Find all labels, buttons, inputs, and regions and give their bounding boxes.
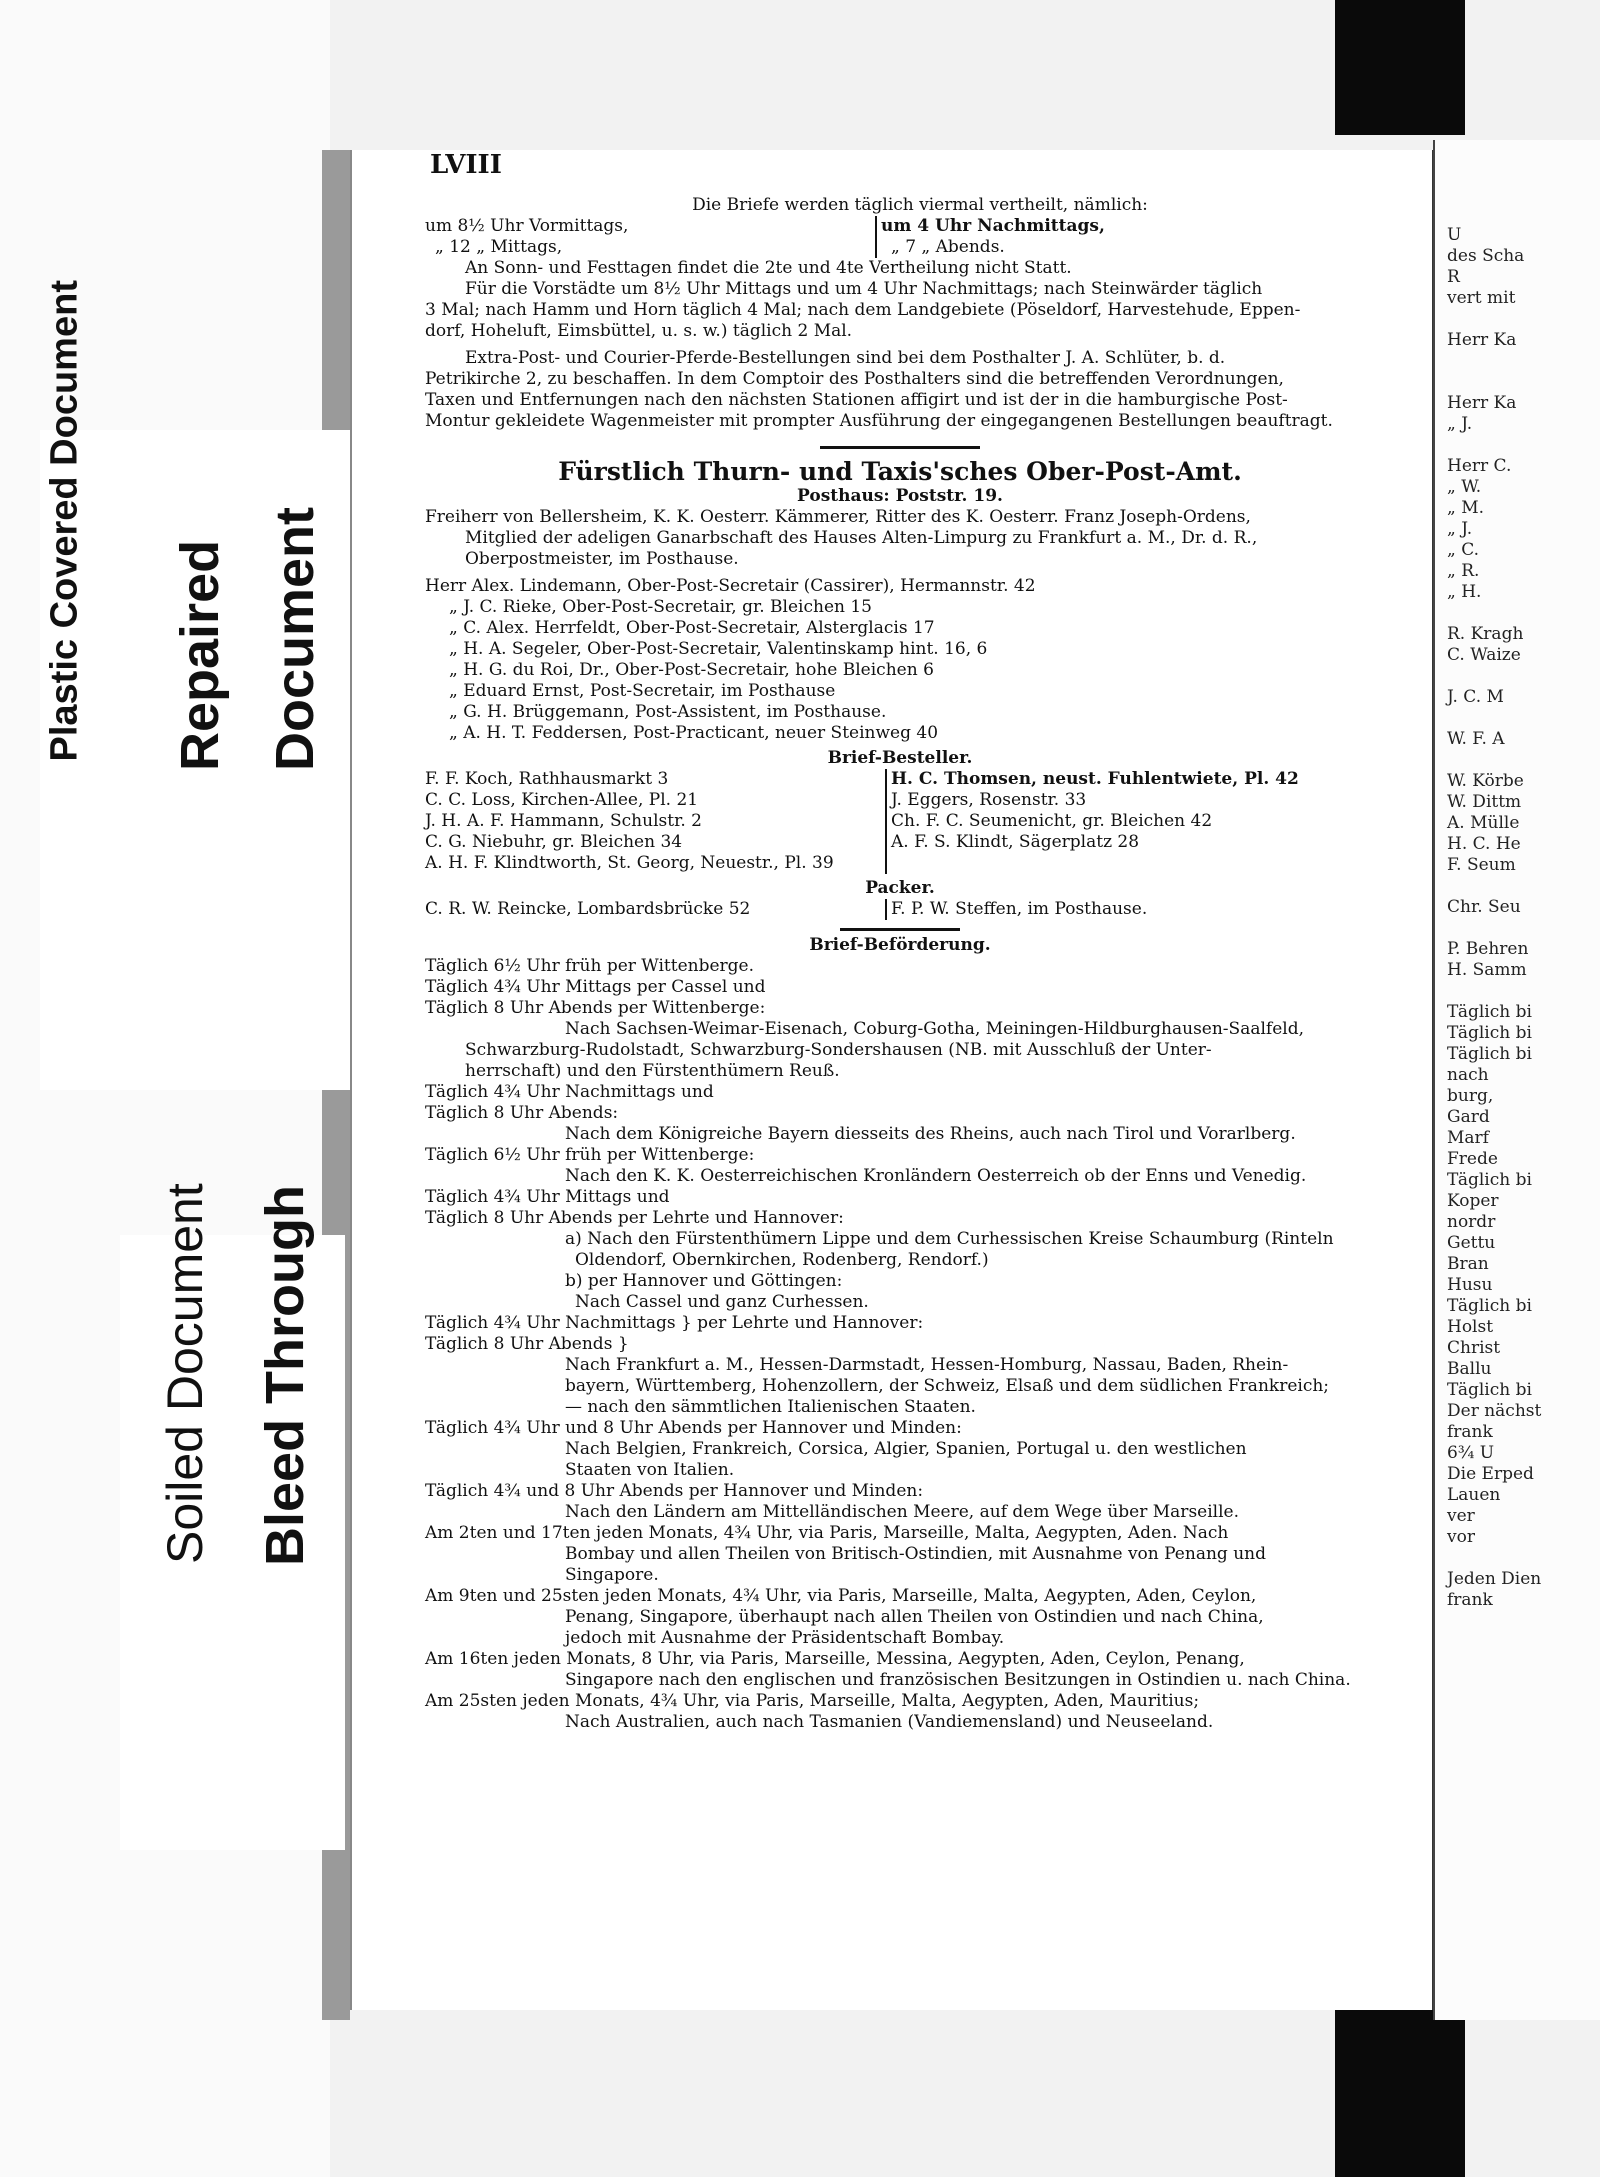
dispatch-line: Täglich 4¾ und 8 Uhr Abends per Hannover und Minden: (425, 1481, 924, 1501)
next-page-fragment: Täglich bi (1447, 1023, 1532, 1043)
next-page-fragment: Herr Ka (1447, 393, 1517, 413)
next-page-fragment: Täglich bi (1447, 1002, 1532, 1022)
carrier-left: F. F. Koch, Rathhausmarkt 3 (425, 769, 669, 789)
dispatch-line: bayern, Württemberg, Hohenzollern, der Schweiz, Elsaß und dem südlichen Frankreich; (565, 1376, 1330, 1396)
next-page-fragment: Der nächst (1447, 1401, 1542, 1421)
divider (840, 928, 960, 931)
next-page-fragment: „ J. (1447, 519, 1473, 539)
office-title: Fürstlich Thurn- und Taxis'sches Ober-Post-Amt. (558, 457, 1242, 486)
next-page-fragment: W. Körbe (1447, 771, 1524, 791)
next-page-fragment (1447, 918, 1600, 939)
next-page-fragment: ver (1447, 1506, 1475, 1526)
next-page-fragment: Täglich bi (1447, 1044, 1532, 1064)
carrier-left: A. H. F. Klindtworth, St. Georg, Neuestr., Pl. 39 (425, 853, 834, 873)
next-page-fragment: R. Kragh (1447, 624, 1524, 644)
dispatch-list (425, 956, 1375, 1733)
dispatch-line: Nach Belgien, Frankreich, Corsica, Algier, Spanien, Portugal u. den westlichen (565, 1439, 1247, 1459)
next-page-fragment: Gard (1447, 1107, 1490, 1127)
dispatch-line: Täglich 6½ Uhr früh per Wittenberge: (425, 1145, 755, 1165)
intro-line: Für die Vorstädte um 8½ Uhr Mittags und um 4 Uhr Nachmittags; nach Steinwärder täglich (465, 279, 1263, 299)
label-card-soiled-bleed: Soiled Document Bleed Through (120, 1235, 345, 1850)
dispatch-line: Staaten von Italien. (565, 1460, 735, 1480)
office-head-line: Freiherr von Bellersheim, K. K. Oesterr. Kämmerer, Ritter des K. Oesterr. Franz Joseph-Ordens, (425, 507, 1251, 527)
divider (820, 446, 980, 449)
next-page-fragment: W. F. A (1447, 729, 1505, 749)
next-page-fragment: H. Samm (1447, 960, 1527, 980)
intro-line: um 4 Uhr Nachmittags, (881, 216, 1105, 236)
intro-line: Montur gekleidete Wagenmeister mit prompter Ausführung der eingegangenen Bestellungen beauftragt. (425, 411, 1333, 431)
staff-line: „ Eduard Ernst, Post-Secretair, im Posthause (449, 681, 836, 701)
next-page-fragment: vor (1447, 1527, 1475, 1547)
next-page-fragment: Herr Ka (1447, 330, 1517, 350)
staff-line: „ J. C. Rieke, Ober-Post-Secretair, gr. Bleichen 15 (449, 597, 872, 617)
next-page-fragment (1447, 708, 1600, 729)
dispatch-line: Nach den Ländern am Mittelländischen Meere, auf dem Wege über Marseille. (565, 1502, 1239, 1522)
staff-line: „ H. G. du Roi, Dr., Ober-Post-Secretair, hohe Bleichen 6 (449, 660, 934, 680)
next-page-fragment: J. C. M (1447, 687, 1504, 707)
label-card-plastic-repaired: Plastic Covered Document Repaired Document (40, 430, 370, 1090)
next-page-fragment: H. C. He (1447, 834, 1521, 854)
next-page-fragment: W. Dittm (1447, 792, 1522, 812)
packers-title: Packer. (865, 878, 935, 898)
dispatch-line: Nach Frankfurt a. M., Hessen-Darmstadt, Hessen-Homburg, Nassau, Baden, Rhein- (565, 1355, 1289, 1375)
page-text (425, 195, 1375, 1733)
next-page-fragment: R (1447, 267, 1460, 287)
next-page-fragment: Christ (1447, 1338, 1501, 1358)
next-page-fragment: frank (1447, 1590, 1493, 1610)
next-page-fragment: U (1447, 225, 1462, 245)
dispatch-line: Singapore nach den englischen und französischen Besitzungen in Ostindien u. nach China. (565, 1670, 1351, 1690)
next-page-fragment (1447, 876, 1600, 897)
dispatch-line: Singapore. (565, 1565, 659, 1585)
staff-line: „ G. H. Brüggemann, Post-Assistent, im Posthause. (449, 702, 887, 722)
dispatch-title: Brief-Beförderung. (809, 935, 991, 955)
dispatch-line: — nach den sämmtlichen Italienischen Staaten. (565, 1397, 976, 1417)
staff-line: „ C. Alex. Herrfeldt, Ober-Post-Secretair, Alsterglacis 17 (449, 618, 935, 638)
office-head-line: Oberpostmeister, im Posthause. (465, 549, 739, 569)
carrier-left: C. G. Niebuhr, gr. Bleichen 34 (425, 832, 683, 852)
dispatch-line: Bombay und allen Theilen von Britisch-Ostindien, mit Ausnahme von Penang und (565, 1544, 1266, 1564)
next-page-fragment (1447, 372, 1600, 393)
dispatch-line: Am 16ten jeden Monats, 8 Uhr, via Paris, Marseille, Messina, Aegypten, Aden, Ceylon, Penang, (425, 1649, 1245, 1669)
dispatch-line: Penang, Singapore, überhaupt nach allen Theilen von Ostindien und nach China, (565, 1607, 1264, 1627)
packer-right: F. P. W. Steffen, im Posthause. (891, 899, 1148, 919)
top-clip (1335, 0, 1465, 135)
dispatch-line: Nach dem Königreiche Bayern diesseits des Rheins, auch nach Tirol und Vorarlberg. (565, 1124, 1296, 1144)
next-page-fragment: „ W. (1447, 477, 1482, 497)
dispatch-line: Oldendorf, Obernkirchen, Rodenberg, Rendorf.) (575, 1250, 989, 1270)
dispatch-line: Am 2ten und 17ten jeden Monats, 4¾ Uhr, via Paris, Marseille, Malta, Aegypten, Aden. Nach (425, 1523, 1229, 1543)
next-page-fragment: Herr C. (1447, 456, 1512, 476)
staff-line: „ A. H. T. Feddersen, Post-Practicant, neuer Steinweg 40 (449, 723, 939, 743)
dispatch-line: Am 25sten jeden Monats, 4¾ Uhr, via Paris, Marseille, Malta, Aegypten, Aden, Mauritius; (425, 1691, 1200, 1711)
intro-line: „ 7 „ Abends. (891, 237, 1005, 257)
carrier-right: A. F. S. Klindt, Sägerplatz 28 (891, 832, 1140, 852)
next-page-fragment: P. Behren (1447, 939, 1529, 959)
dispatch-line: Täglich 8 Uhr Abends per Wittenberge: (425, 998, 766, 1018)
intro-line: dorf, Hoheluft, Eimsbüttel, u. s. w.) täglich 2 Mal. (425, 321, 853, 341)
next-page-fragment: C. Waize (1447, 645, 1521, 665)
next-page-fragment: nach (1447, 1065, 1489, 1085)
intro-line: „ 12 „ Mittags, (435, 237, 563, 257)
next-page-fragment (1447, 750, 1600, 771)
dispatch-line: Täglich 6½ Uhr früh per Wittenberge. (425, 956, 755, 976)
carrier-right: Ch. F. C. Seumenicht, gr. Bleichen 42 (891, 811, 1213, 831)
intro-line: um 8½ Uhr Vormittags, (425, 216, 629, 236)
intro-line: Taxen und Entfernungen nach den nächsten Stationen affigirt und ist der in die hamburgische Post- (425, 390, 1288, 410)
dispatch-line: Nach Sachsen-Weimar-Eisenach, Coburg-Gotha, Meiningen-Hildburghausen-Saalfeld, (565, 1019, 1304, 1039)
next-page-fragment: „ H. (1447, 582, 1482, 602)
next-page-fragment (1447, 351, 1600, 372)
intro-line: Petrikirche 2, zu beschaffen. In dem Comptoir des Posthalters sind die betreffenden Verordnungen, (425, 369, 1284, 389)
next-page-fragment: des Scha (1447, 246, 1525, 266)
next-page-fragment: Holst (1447, 1317, 1494, 1337)
next-page-fragment: Täglich bi (1447, 1296, 1532, 1316)
next-page-fragment: frank (1447, 1422, 1493, 1442)
carrier-right: J. Eggers, Rosenstr. 33 (891, 790, 1087, 810)
dispatch-line: Nach den K. K. Oesterreichischen Kronländern Oesterreich ob der Enns und Venedig. (565, 1166, 1307, 1186)
next-page-fragment: nordr (1447, 1212, 1496, 1232)
dispatch-line: Am 9ten und 25sten jeden Monats, 4¾ Uhr, via Paris, Marseille, Malta, Aegypten, Aden, Ceylon, (425, 1586, 1257, 1606)
next-page-fragment: vert mit (1447, 288, 1516, 308)
dispatch-line: Täglich 4¾ Uhr Nachmittags und (425, 1082, 714, 1102)
next-page-fragment: „ M. (1447, 498, 1485, 518)
next-page-fragment: F. Seum (1447, 855, 1516, 875)
next-page-edge (1433, 140, 1600, 2020)
dispatch-line: Täglich 4¾ Uhr Nachmittags } per Lehrte und Hannover: (425, 1313, 924, 1333)
office-head-line: Mitglied der adeligen Ganarbschaft des Hauses Alten-Limpurg zu Frankfurt a. M., Dr. d. R., (465, 528, 1258, 548)
next-page-fragment (1447, 435, 1600, 456)
office-address: Posthaus: Poststr. 19. (797, 486, 1003, 506)
next-page-fragment: 6¾ U (1447, 1443, 1495, 1463)
intro-line: Extra-Post- und Courier-Pferde-Bestellungen sind bei dem Posthalter J. A. Schlüter, b. d. (465, 348, 1226, 368)
next-page-fragment (1447, 666, 1600, 687)
next-page-fragment: Chr. Seu (1447, 897, 1521, 917)
next-page-fragment (1447, 603, 1600, 624)
dispatch-line: Täglich 4¾ Uhr und 8 Uhr Abends per Hannover und Minden: (425, 1418, 962, 1438)
next-page-fragment: „ J. (1447, 414, 1473, 434)
intro-line: An Sonn- und Festtagen findet die 2te und 4te Vertheilung nicht Statt. (465, 258, 1072, 278)
next-page-fragment: Koper (1447, 1191, 1499, 1211)
next-page-fragment: Täglich bi (1447, 1170, 1532, 1190)
dispatch-line: a) Nach den Fürstenthümern Lippe und dem Curhessischen Kreise Schaumburg (Rinteln (565, 1229, 1334, 1249)
dispatch-line: Täglich 4¾ Uhr Mittags und (425, 1187, 670, 1207)
next-page-fragment: A. Mülle (1447, 813, 1520, 833)
carrier-right: H. C. Thomsen, neust. Fuhlentwiete, Pl. 42 (891, 769, 1299, 789)
dispatch-line: Täglich 8 Uhr Abends: (425, 1103, 619, 1123)
next-page-fragment: Frede (1447, 1149, 1498, 1169)
next-page-fragment (1447, 981, 1600, 1002)
next-page-fragment: burg, (1447, 1086, 1494, 1106)
next-page-fragment: Gettu (1447, 1233, 1496, 1253)
carrier-left: C. C. Loss, Kirchen-Allee, Pl. 21 (425, 790, 699, 810)
carriers-title: Brief-Besteller. (827, 748, 973, 768)
intro-line: 3 Mal; nach Hamm und Horn täglich 4 Mal; nach dem Landgebiete (Pöseldorf, Harvestehude, Eppen- (425, 300, 1301, 320)
next-page-fragment: Ballu (1447, 1359, 1492, 1379)
staff-line: „ H. A. Segeler, Ober-Post-Secretair, Valentinskamp hint. 16, 6 (449, 639, 988, 659)
dispatch-line: jedoch mit Ausnahme der Präsidentschaft Bombay. (565, 1628, 1005, 1648)
packer-left: C. R. W. Reincke, Lombardsbrücke 52 (425, 899, 751, 919)
next-page-fragment: „ C. (1447, 540, 1480, 560)
dispatch-line: Täglich 4¾ Uhr Mittags per Cassel und (425, 977, 766, 997)
dispatch-line: herrschaft) und den Fürstenthümern Reuß. (465, 1061, 840, 1081)
dispatch-line: Täglich 8 Uhr Abends } (425, 1334, 629, 1354)
carrier-left: J. H. A. F. Hammann, Schulstr. 2 (425, 811, 702, 831)
next-page-fragment: Lauen (1447, 1485, 1501, 1505)
next-page-fragment: Marf (1447, 1128, 1489, 1148)
next-page-fragment: Bran (1447, 1254, 1489, 1274)
dispatch-line: b) per Hannover und Göttingen: (565, 1271, 843, 1291)
staff-line: Herr Alex. Lindemann, Ober-Post-Secretair (Cassirer), Hermannstr. 42 (425, 576, 1036, 596)
page-number: LVIII (430, 150, 502, 180)
next-page-fragment: Die Erped (1447, 1464, 1534, 1484)
next-page-fragment: Jeden Dien (1447, 1569, 1542, 1589)
intro-line: Die Briefe werden täglich viermal vertheilt, nämlich: (692, 195, 1148, 215)
dispatch-line: Nach Cassel und ganz Curhessen. (575, 1292, 869, 1312)
next-page-fragment (1447, 1548, 1600, 1569)
dispatch-line: Nach Australien, auch nach Tasmanien (Vandiemensland) und Neuseeland. (565, 1712, 1214, 1732)
next-page-fragment: Täglich bi (1447, 1380, 1532, 1400)
dispatch-line: Täglich 8 Uhr Abends per Lehrte und Hannover: (425, 1208, 844, 1228)
next-page-fragment (1447, 309, 1600, 330)
next-page-fragment: „ R. (1447, 561, 1480, 581)
dispatch-line: Schwarzburg-Rudolstadt, Schwarzburg-Sondershausen (NB. mit Ausschluß der Unter- (465, 1040, 1212, 1060)
next-page-fragment: Husu (1447, 1275, 1493, 1295)
